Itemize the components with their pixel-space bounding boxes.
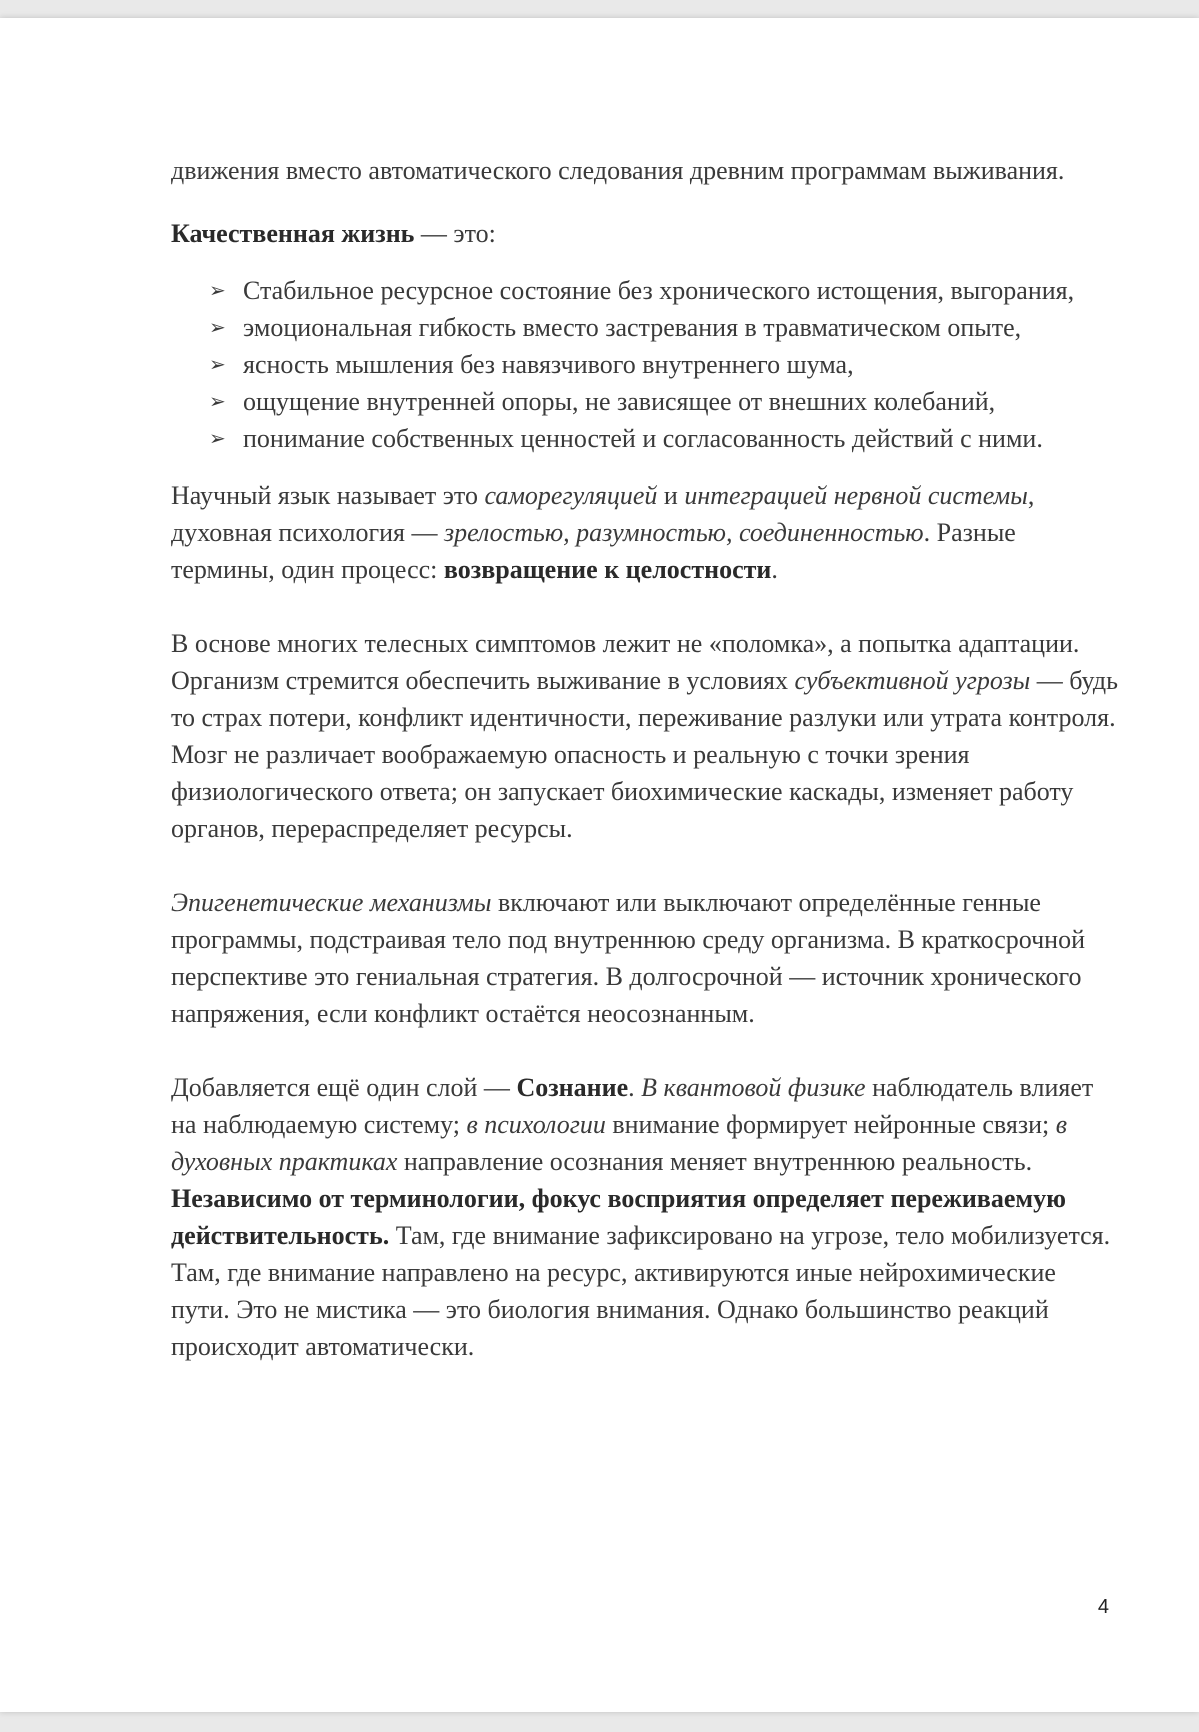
italic-term: В квантовой физике [641, 1073, 866, 1102]
paragraph-consciousness [171, 1069, 1121, 1365]
text-span: . Разные термины, один процесс: [171, 518, 1016, 584]
bold-term: Независимо от терминологии, фокус восприятия определяет переживаемую действительность. [171, 1184, 1066, 1250]
text-span: Научный язык называет это [171, 481, 485, 510]
arrow-bullet-icon: ➢ [209, 352, 226, 376]
paragraph-adaptation [171, 625, 1121, 847]
quality-life-term: Качественная жизнь [171, 219, 415, 248]
list-item-text: понимание собственных ценностей и согласованность действий с ними. [243, 424, 1043, 453]
italic-term: саморегуляцией [484, 481, 658, 510]
text-span: , духовная психология — [171, 481, 1035, 547]
italic-term: в психологии [466, 1110, 606, 1139]
text-span: . [771, 555, 778, 584]
arrow-bullet-icon: ➢ [209, 315, 226, 339]
italic-term: в духовных практиках [171, 1110, 1068, 1176]
text-span: направление осознания меняет внутреннюю реальность. [397, 1147, 1033, 1176]
list-item [209, 272, 1121, 309]
text-span: внимание формирует нейронные связи; [605, 1110, 1056, 1139]
arrow-bullet-icon: ➢ [209, 426, 226, 450]
list-item-text: Стабильное ресурсное состояние без хронического истощения, выгорания, [243, 276, 1075, 305]
italic-term: интеграцией нервной системы [684, 481, 1028, 510]
bold-term: Сознание [516, 1073, 629, 1102]
text-span: В основе многих телесных симптомов лежит не «поломка», а попытка адаптации. Организм стремится обеспечить выживание в условиях [171, 629, 1080, 695]
list-item [209, 346, 1121, 383]
italic-term: субъективной угрозы [794, 666, 1031, 695]
paragraph-epigenetics [171, 884, 1121, 1032]
list-item [209, 309, 1121, 346]
text-span: наблюдатель влияет на наблюдаемую систему; [171, 1073, 1094, 1139]
list-item-text: ясность мышления без навязчивого внутреннего шума, [243, 350, 854, 379]
arrow-bullet-icon: ➢ [209, 389, 226, 413]
list-item-text: ощущение внутренней опоры, не зависящее от внешних колебаний, [243, 387, 996, 416]
italic-term: Эпигенетические механизмы [171, 888, 492, 917]
bold-term: возвращение к целостности [443, 555, 772, 584]
text-span: и [657, 481, 685, 510]
arrow-bullet-icon: ➢ [209, 278, 226, 302]
list-item-text: эмоциональная гибкость вместо застревания в травматическом опыте, [243, 313, 1022, 342]
italic-term: зрелостью, разумностью, соединенностью [443, 518, 924, 547]
quality-life-list [171, 272, 1121, 457]
text-span: . [628, 1073, 642, 1102]
text-span: Там, где внимание зафиксировано на угрозе, тело мобилизуется. Там, где внимание направлено на ресурс, активируются иные нейрохимические пути. Это не мистика — это биология внимания. Однако большинство реакций происходит автоматически. [171, 1221, 1111, 1361]
list-item [209, 420, 1121, 457]
page-number: 4 [1097, 1596, 1109, 1618]
paragraph-science [171, 477, 1121, 588]
quality-life-suffix: — это: [414, 219, 496, 248]
list-item [209, 383, 1121, 420]
quality-life-heading [171, 215, 1121, 252]
page-content [171, 152, 1121, 1365]
paragraph-intro-continuation: движения вместо автоматического следования древним программам выживания. [171, 156, 1065, 185]
text-span: Добавляется ещё один слой — [171, 1073, 517, 1102]
document-page [0, 18, 1199, 1712]
text-span: — будь то страх потери, конфликт идентичности, переживание разлуки или утрата контроля. Мозг не различает воображаемую опасность и реальную с точки зрения физиологического ответа; он запускает биохимические каскады, изменяет работу органов, перераспределяет ресурсы. [171, 666, 1118, 843]
text-span: включают или выключают определённые генные программы, подстраивая тело под внутреннюю среду организма. В краткосрочной перспективе это гениальная стратегия. В долгосрочной — источник хронического напряжения, если конфликт остаётся неосознанным. [171, 888, 1085, 1028]
